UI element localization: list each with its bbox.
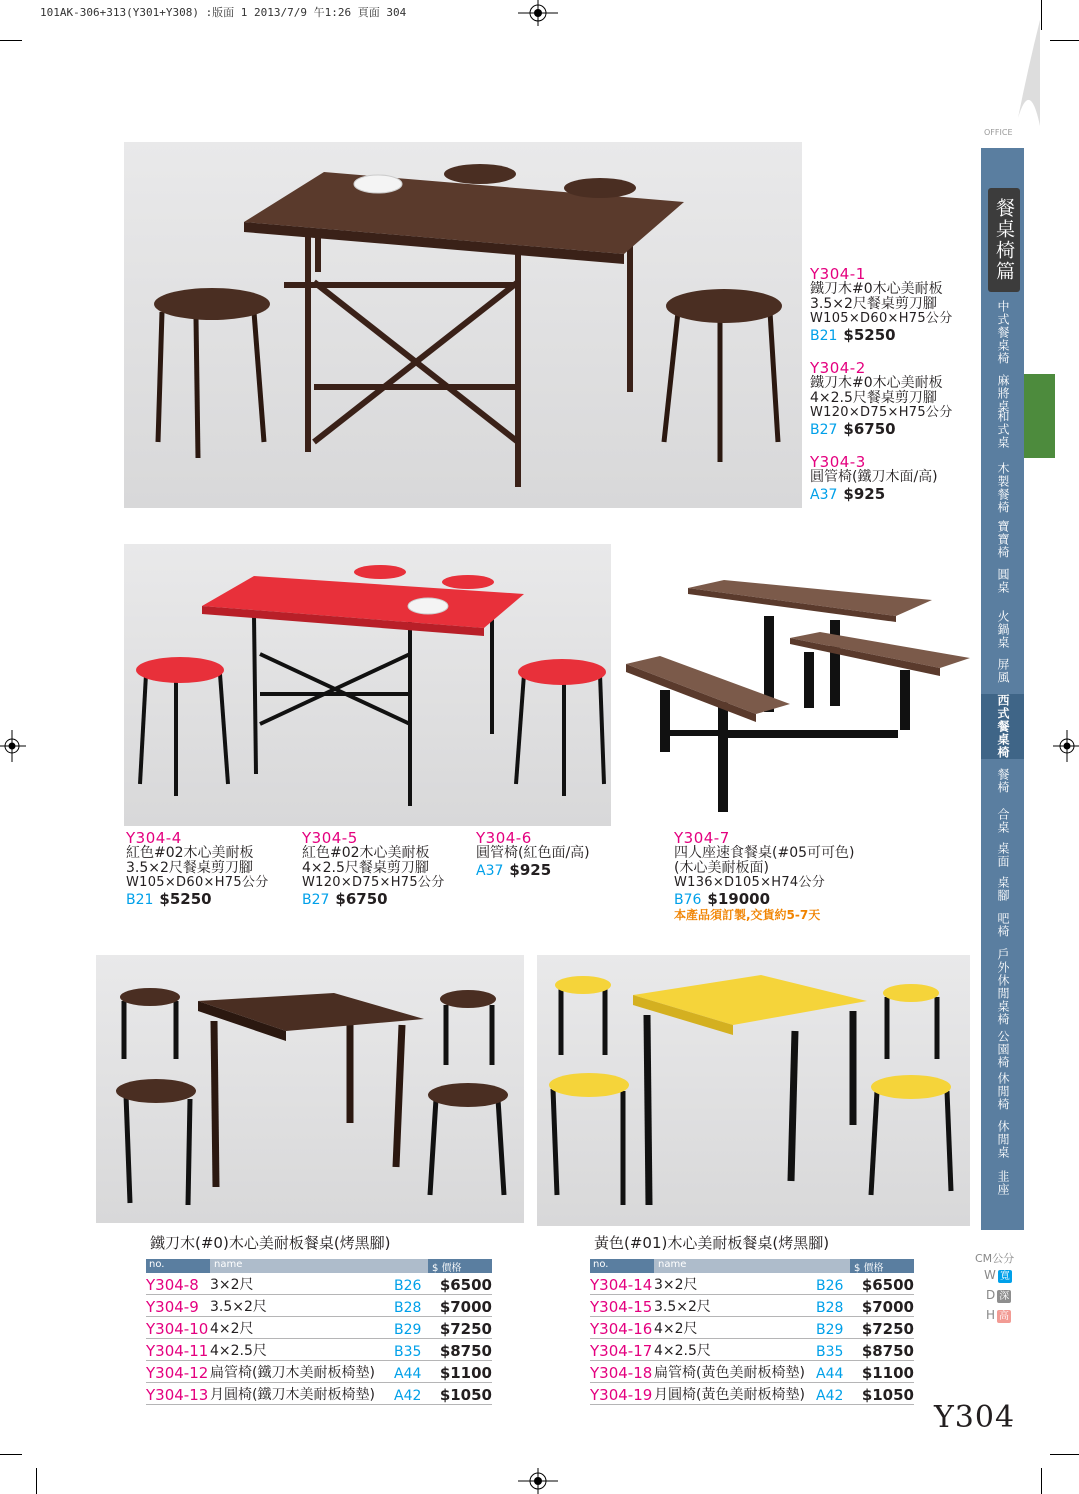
row-grade: B35 [816, 1344, 844, 1360]
sidebar-item[interactable]: 吧椅 [996, 912, 1010, 938]
crop-mark [36, 1468, 37, 1494]
sidebar-item[interactable]: 公園椅 [996, 1030, 1010, 1069]
table-row [590, 1361, 914, 1383]
crop-mark [0, 1454, 22, 1455]
product-code: Y304-1 [810, 265, 866, 283]
product-grade: B76 [674, 892, 702, 909]
product-grade: A37 [476, 863, 504, 880]
product-grade: A37 [810, 487, 838, 504]
row-grade: B35 [394, 1344, 422, 1360]
product-price: $5250 [843, 326, 896, 345]
price-table-wood [146, 1232, 492, 1405]
row-name: 4×2尺 [654, 1321, 698, 1337]
product-dimensions: W120×D75×H75公分 [810, 405, 953, 421]
table-row [146, 1317, 492, 1339]
row-name: 3.5×2尺 [654, 1299, 711, 1315]
row-price: $8750 [861, 1342, 914, 1360]
product-dimensions: W105×D60×H75公分 [126, 875, 269, 891]
row-name: 3×2尺 [210, 1277, 254, 1293]
product-desc: 鐵刀木#0木心美耐板 [810, 281, 943, 298]
product-desc: 四人座速食餐桌(#05可可色) [674, 845, 855, 862]
product-code: Y304-5 [302, 829, 358, 847]
row-price: $7000 [439, 1298, 492, 1316]
product-desc: 紅色#02木心美耐板 [302, 845, 430, 862]
product-photo-y304-8 [96, 955, 524, 1223]
table-row [146, 1383, 492, 1405]
product-info-y304-4 [126, 830, 269, 909]
legend-w [984, 1268, 1012, 1283]
product-desc: 3.5×2尺餐桌剪刀腳 [810, 296, 937, 313]
row-price: $8750 [439, 1342, 492, 1360]
table-row [146, 1295, 492, 1317]
product-code: Y304-7 [674, 829, 730, 847]
row-grade: A42 [816, 1388, 844, 1404]
red-table-illustration [124, 544, 611, 826]
product-code: Y304-6 [476, 829, 532, 847]
product-dimensions: W120×D75×H75公分 [302, 875, 445, 891]
row-grade: B28 [394, 1300, 422, 1316]
row-name: 扁管椅(鐵刀木美耐板椅墊) [210, 1365, 375, 1381]
product-info-y304-6 [476, 830, 590, 879]
legend-h-label: H [986, 1308, 996, 1322]
product-price: $5250 [159, 890, 212, 909]
row-grade: B26 [816, 1278, 844, 1294]
row-grade: B26 [394, 1278, 422, 1294]
header-no: no. [146, 1259, 210, 1273]
product-grade: B27 [302, 892, 330, 909]
row-code: Y304-17 [590, 1342, 653, 1360]
row-grade: A42 [394, 1388, 422, 1404]
sidebar-item[interactable]: 木製餐椅 [996, 462, 1010, 514]
row-name: 4×2.5尺 [654, 1343, 711, 1359]
product-price: $6750 [843, 420, 896, 439]
legend-w-box: 寬 [999, 1271, 1010, 1282]
section-tab [1024, 374, 1055, 458]
product-price: $19000 [707, 890, 771, 909]
row-code: Y304-10 [146, 1320, 209, 1338]
product-desc: 鐵刀木#0木心美耐板 [810, 375, 943, 392]
header-no: no. [590, 1259, 654, 1273]
sidebar-item[interactable]: 戶外休閒桌椅 [996, 948, 1010, 1026]
row-price: $7250 [439, 1320, 492, 1338]
sidebar-item[interactable]: 西式餐桌椅 [981, 694, 1024, 759]
sidebar-item[interactable]: 休閒桌 [996, 1120, 1010, 1159]
page-curl-icon [1000, 18, 1042, 128]
sidebar-item[interactable]: 桌腳 [996, 876, 1010, 902]
product-grade: B21 [126, 892, 154, 909]
product-code: Y304-2 [810, 359, 866, 377]
product-info-y304-2 [810, 360, 953, 439]
table-row [590, 1295, 914, 1317]
row-price: $6500 [861, 1276, 914, 1294]
table-row [146, 1361, 492, 1383]
sidebar-item[interactable]: 屏風 [996, 658, 1010, 684]
row-code: Y304-8 [146, 1276, 199, 1294]
product-dimensions: W105×D60×H75公分 [810, 311, 953, 327]
legend-d [986, 1288, 1011, 1303]
product-grade: B27 [810, 422, 838, 439]
header-name: name [210, 1259, 428, 1273]
row-name: 3.5×2尺 [210, 1299, 267, 1315]
product-desc: 4×2.5尺餐桌剪刀腳 [810, 390, 937, 407]
product-info-y304-1 [810, 266, 953, 345]
sidebar-item[interactable]: 和式桌 [996, 410, 1010, 449]
row-code: Y304-11 [146, 1342, 209, 1360]
product-desc: 圓管椅(鐵刀木面/高) [810, 469, 938, 486]
product-desc: 3.5×2尺餐桌剪刀腳 [126, 860, 253, 877]
registration-mark-icon [518, 1468, 558, 1494]
row-price: $1100 [861, 1364, 914, 1382]
product-code: Y304-4 [126, 829, 182, 847]
product-info-y304-7 [674, 830, 854, 922]
product-code: Y304-3 [810, 453, 866, 471]
row-name: 4×2.5尺 [210, 1343, 267, 1359]
product-photo-y304-4 [124, 544, 611, 826]
row-grade: B28 [816, 1300, 844, 1316]
legend-d-label: D [986, 1288, 996, 1302]
row-code: Y304-13 [146, 1386, 209, 1404]
unit-legend [975, 1250, 1014, 1266]
sidebar-item[interactable]: 合桌 [996, 808, 1010, 834]
row-code: Y304-19 [590, 1386, 653, 1404]
row-grade: B29 [816, 1322, 844, 1338]
table-row [590, 1273, 914, 1295]
table-row [146, 1273, 492, 1295]
legend-h-box: 高 [999, 1311, 1010, 1322]
product-photo-y304-14 [537, 955, 970, 1226]
product-price: $6750 [335, 890, 388, 909]
unit-label: CM公分 [975, 1252, 1015, 1265]
sidebar-item[interactable]: 韭座 [996, 1170, 1010, 1196]
sidebar-title: 餐桌椅篇 [988, 188, 1020, 292]
crop-mark [1050, 40, 1079, 41]
yellow-table-illustration [537, 955, 970, 1226]
table-header [590, 1259, 914, 1273]
registration-mark-icon [518, 0, 558, 26]
row-code: Y304-15 [590, 1298, 653, 1316]
legend-h [986, 1308, 1011, 1323]
table-title: 黃色(#01)木心美耐板餐桌(烤黑腳) [594, 1234, 830, 1252]
table-row [590, 1383, 914, 1405]
row-price: $1050 [439, 1386, 492, 1404]
row-name: 月圓椅(黃色美耐板椅墊) [654, 1387, 805, 1403]
wood-table-illustration [96, 955, 524, 1223]
header-name: name [654, 1259, 850, 1273]
print-header: 101AK-306+313(Y301+Y308) :版面 1 2013/7/9 午1:26 頁面 304 [40, 6, 407, 19]
row-code: Y304-9 [146, 1298, 199, 1316]
sidebar-item[interactable]: 麻將桌 [996, 374, 1010, 413]
price-table-yellow [590, 1232, 914, 1405]
sidebar-item[interactable]: 中式餐桌椅 [996, 300, 1010, 365]
crop-mark [1050, 1454, 1079, 1455]
product-photo-y304-7 [620, 580, 972, 820]
office-label: OFFICE [984, 128, 1013, 137]
registration-mark-icon [1053, 730, 1079, 762]
product-price: $925 [843, 485, 886, 504]
row-code: Y304-12 [146, 1364, 209, 1382]
product-info-y304-5 [302, 830, 445, 909]
table-header [146, 1259, 492, 1273]
product-desc: 紅色#02木心美耐板 [126, 845, 254, 862]
header-price: $ 價格 [428, 1259, 492, 1273]
table-row [590, 1339, 914, 1361]
row-price: $6500 [439, 1276, 492, 1294]
row-code: Y304-18 [590, 1364, 653, 1382]
row-name: 扁管椅(黃色美耐板椅墊) [654, 1365, 805, 1381]
legend-d-box: 深 [999, 1291, 1010, 1302]
sidebar-item[interactable]: 火鍋桌 [996, 610, 1010, 649]
sidebar-item[interactable]: 寶寶椅 [996, 520, 1010, 559]
row-name: 3×2尺 [654, 1277, 698, 1293]
crop-mark [0, 40, 22, 41]
sidebar-item[interactable]: 圓桌 [996, 568, 1010, 594]
product-desc: 4×2.5尺餐桌剪刀腳 [302, 860, 429, 877]
sidebar-item[interactable]: 餐椅 [996, 768, 1010, 794]
row-price: $1100 [439, 1364, 492, 1382]
row-grade: B29 [394, 1322, 422, 1338]
product-desc: 圓管椅(紅色面/高) [476, 845, 590, 862]
row-price: $1050 [861, 1386, 914, 1404]
table-set-illustration [124, 142, 802, 508]
row-code: Y304-14 [590, 1276, 653, 1294]
product-grade: B21 [810, 328, 838, 345]
row-price: $7000 [861, 1298, 914, 1316]
product-info-y304-3 [810, 454, 938, 503]
page-number: Y304 [934, 1400, 1016, 1435]
table-title: 鐵刀木(#0)木心美耐板餐桌(烤黑腳) [150, 1234, 391, 1252]
header-price: $ 價格 [850, 1259, 914, 1273]
row-code: Y304-16 [590, 1320, 653, 1338]
table-row [146, 1339, 492, 1361]
product-photo-y304-1 [124, 142, 802, 508]
order-note: 本產品須訂製,交貨約5-7天 [674, 907, 821, 922]
product-price: $925 [509, 861, 552, 880]
row-grade: A44 [816, 1366, 844, 1382]
registration-mark-icon [0, 730, 26, 762]
row-name: 月圓椅(鐵刀木美耐板椅墊) [210, 1387, 375, 1403]
legend-w-label: W [984, 1268, 996, 1282]
row-name: 4×2尺 [210, 1321, 254, 1337]
crop-mark [1041, 1468, 1042, 1494]
sidebar-item[interactable]: 休閒椅 [996, 1072, 1010, 1111]
sidebar-item[interactable]: 桌面 [996, 842, 1010, 868]
table-row [590, 1317, 914, 1339]
product-dimensions: W136×D105×H74公分 [674, 875, 826, 891]
row-grade: A44 [394, 1366, 422, 1382]
row-price: $7250 [861, 1320, 914, 1338]
product-desc: (木心美耐板面) [674, 860, 769, 877]
